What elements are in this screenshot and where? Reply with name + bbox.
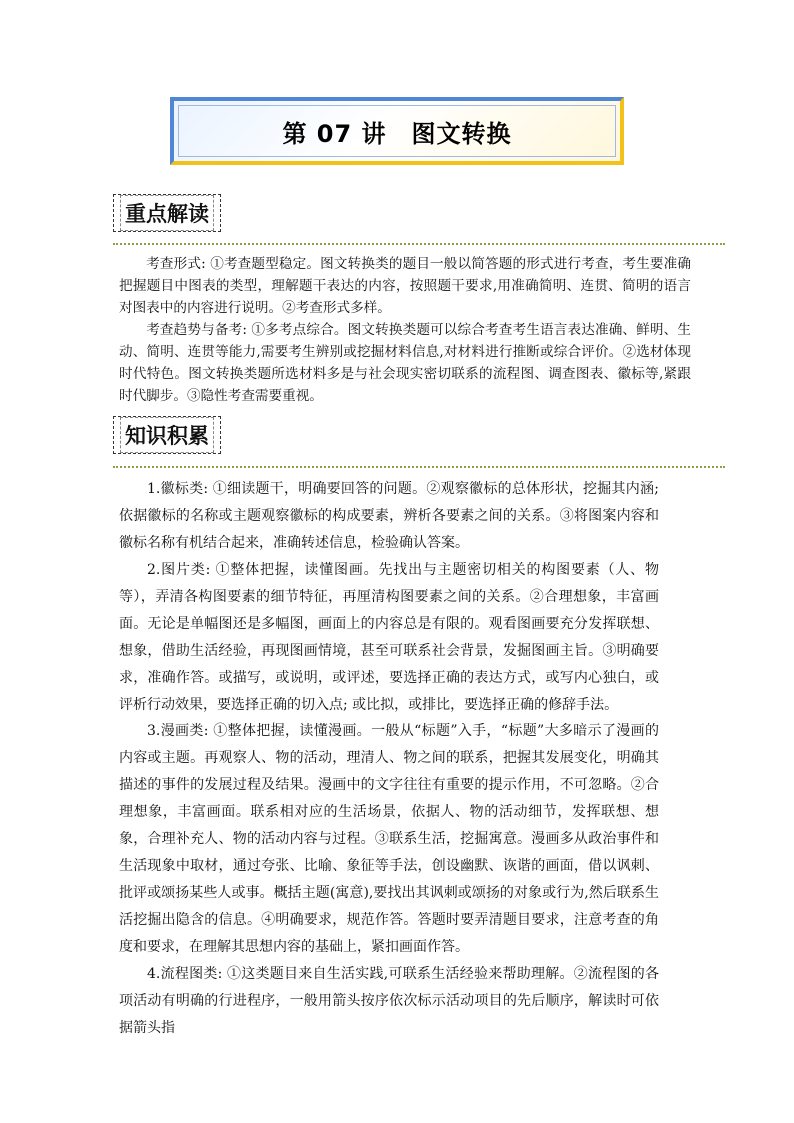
paragraph: 1.徽标类: ①细读题干，明确要回答的问题。②观察徽标的总体形状，挖掘其内涵; 依据徽标的名称或主题观察徽标的构成要素，辨析各要素之间的关系。③将图案内容和徽标名称有机结合起来，准确转述信息，检验确认答案。 xyxy=(119,481,659,551)
paragraph: 考查趋势与备考: ①多考点综合。图文转换类题可以综合考查考生语言表达准确、鲜明、生动、简明、连贯等能力,需要考生辨别或挖掘材料信息,对材料进行推断或综合评价。②选材体现时代特色。图文转换类题所选材料多是与社会现实密切联系的流程图、调查图表、徽标等,紧跟时代脚步。③隐性考查需要重视。 xyxy=(119,322,691,404)
title-banner xyxy=(170,97,624,165)
title-banner-inner xyxy=(178,105,616,157)
page-title: 第 07 讲 图文转换 xyxy=(282,119,512,148)
dotted-divider xyxy=(113,243,725,245)
paragraph: 2.图片类: ①整体把握，读懂图画。先找出与主题密切相关的构图要素（人、物等），弄清各构图要素的细节特征，再厘清构图要素之间的关系。②合理想象，丰富画面。无论是单幅图还是多幅图，画面上的内容总是有限的。观看图画要充分发挥联想、想象，借助生活经验，再现图画情境，甚至可联系社会背景，发掘图画主旨。③明确要求，准确作答。或描写，或说明，或评述，要选择正确的表达方式，或写内心独白，或评析行动效果，要选择正确的切入点; 或比拟，或排比，要选择正确的修辞手法。 xyxy=(119,562,659,713)
paragraph: 4.流程图类: ①这类题目来自生活实践,可联系生活经验来帮助理解。②流程图的各项活动有明确的行进程序，一般用箭头按序依次标示活动项目的先后顺序，解读时可依据箭头指 xyxy=(119,966,659,1036)
section-heading-label: 知识积累 xyxy=(120,417,214,453)
paragraph: 考查形式: ①考查题型稳定。图文转换类的题目一般以简答题的形式进行考查，考生要准确把握题目中图表的类型，理解题干表达的内容，按照题干要求,用准确简明、连贯、简明的语言对图表中的内容进行说明。②考查形式多样。 xyxy=(119,256,691,316)
section-heading-knowledge xyxy=(113,416,221,454)
section-heading-label: 重点解读 xyxy=(120,195,214,231)
paragraph: 3.漫画类: ①整体把握，读懂漫画。一般从“标题”入手，“标题”大多暗示了漫画的内容或主题。再观察人、物的活动，理清人、物之间的联系，把握其发展变化，明确其描述的事件的发展过程及结果。漫画中的文字往往有重要的提示作用，不可忽略。②合理想象，丰富画面。联系相对应的生活场景，依据人、物的活动细节，发挥联想、想象，合理补充人、物的活动内容与过程。③联系生活，挖掘寓意。漫画多从政治事件和生活现象中取材，通过夸张、比喻、象征等手法，创设幽默、诙谐的画面，借以讽刺、批评或颂扬某些人或事。概括主题(寓意),要找出其讽刺或颂扬的对象或行为,然后联系生活挖掘出隐含的信息。④明确要求，规范作答。答题时要弄清题目要求，注意考查的角度和要求，在理解其思想内容的基础上，紧扣画面作答。 xyxy=(119,723,659,955)
dotted-divider xyxy=(113,466,725,468)
section-heading-key-points xyxy=(113,194,221,232)
